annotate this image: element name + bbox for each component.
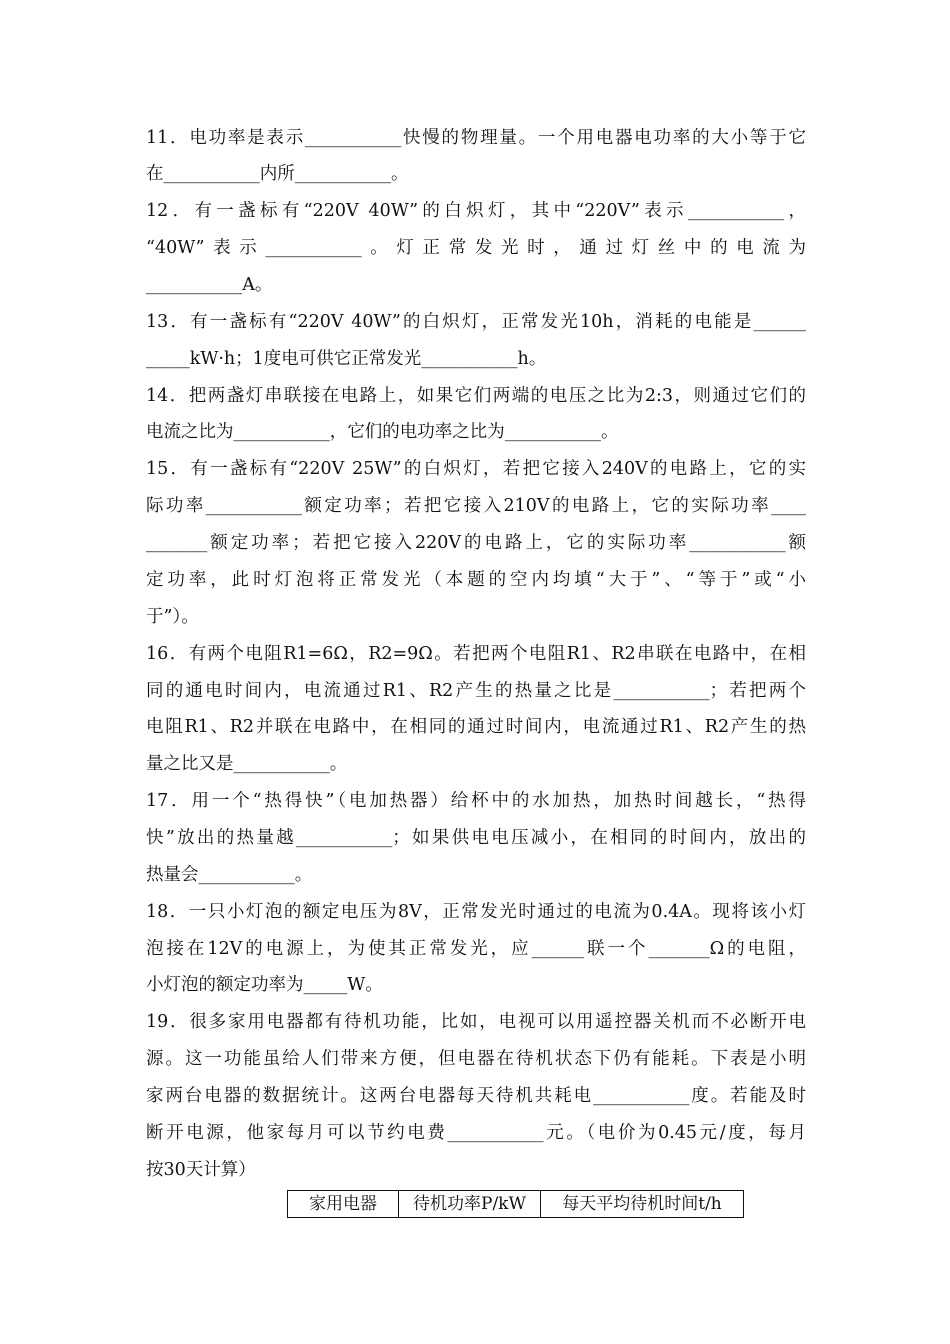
q14-line-2: 电流之比为___________，它们的电功率之比为___________。: [146, 422, 619, 442]
q19-line-5: 按30天计算）: [146, 1160, 256, 1180]
q12-line-1: 12．有一盏标有“220V 40W”的白炽灯，其中“220V”表示___________，: [146, 201, 806, 221]
q18-line-3: 小灯泡的额定功率为_____W。: [146, 975, 383, 995]
q15-line-1: 15．有一盏标有“220V 25W”的白炽灯，若把它接入240V的电路上，它的实: [146, 459, 806, 479]
q13-line-1: 13．有一盏标有“220V 40W”的白炽灯，正常发光10h，消耗的电能是______: [146, 312, 806, 332]
q12-line-2: “40W”表示___________。灯正常发光时，通过灯丝中的电流为: [146, 238, 806, 258]
q17-line-1: 17．用一个“热得快”（电加热器）给杯中的水加热，加热时间越长，“热得: [146, 791, 806, 811]
q15-line-5: 于”）。: [146, 607, 199, 627]
q13-line-2: _____kW·h；1度电可供它正常发光___________h。: [146, 349, 547, 369]
q14-line-1: 14．把两盏灯串联接在电路上，如果它们两端的电压之比为2:3，则通过它们的: [146, 386, 806, 406]
q15-line-4: 定功率，此时灯泡将正常发光（本题的空内均填“大于”、“等于”或“小: [146, 570, 806, 590]
q19-line-1: 19．很多家用电器都有待机功能，比如，电视可以用遥控器关机而不必断开电: [146, 1012, 806, 1032]
q16-line-3: 电阻R1、R2并联在电路中，在相同的通过时间内，电流通过R1、R2产生的热: [146, 717, 806, 737]
q18-line-2: 泡接在12V的电源上，为使其正常发光，应______联一个_______Ω的电阻，: [146, 939, 806, 959]
q16-line-4: 量之比又是___________。: [146, 754, 348, 774]
q18-line-1: 18．一只小灯泡的额定电压为8V，正常发光时通过的电流为0.4A。现将该小灯: [146, 902, 806, 922]
standby-data-table: [287, 1190, 744, 1218]
q15-line-3: _______额定功率；若把它接入220V的电路上，它的实际功率___________额: [146, 533, 806, 553]
table-header-row: [288, 1191, 744, 1218]
q19-line-3: 家两台电器的数据统计。这两台电器每天待机共耗电___________度。若能及时: [146, 1086, 806, 1106]
header-standby-power: 待机功率P/kW: [399, 1191, 541, 1218]
q16-line-1: 16．有两个电阻R1=6Ω，R2=9Ω。若把两个电阻R1、R2串联在电路中，在相: [146, 644, 806, 664]
q16-line-2: 同的通电时间内，电流通过R1、R2产生的热量之比是___________；若把两个: [146, 681, 806, 701]
q19-line-4: 断开电源，他家每月可以节约电费___________元。（电价为0.45元/度，每月: [146, 1123, 806, 1143]
q17-line-2: 快”放出的热量越___________；如果供电电压减小，在相同的时间内，放出的: [146, 828, 806, 848]
q17-line-3: 热量会___________。: [146, 865, 313, 885]
q19-line-2: 源。这一功能虽给人们带来方便，但电器在待机状态下仍有能耗。下表是小明: [146, 1049, 806, 1069]
q11-line-2: 在___________内所___________。: [146, 164, 409, 184]
q12-line-3: ___________A。: [146, 275, 273, 295]
header-appliance: 家用电器: [288, 1191, 399, 1218]
q11-line-1: 11．电功率是表示___________快慢的物理量。一个用电器电功率的大小等于它: [146, 128, 806, 148]
header-standby-time: 每天平均待机时间t/h: [541, 1191, 744, 1218]
q15-line-2: 际功率___________额定功率；若把它接入210V的电路上，它的实际功率____: [146, 496, 806, 516]
